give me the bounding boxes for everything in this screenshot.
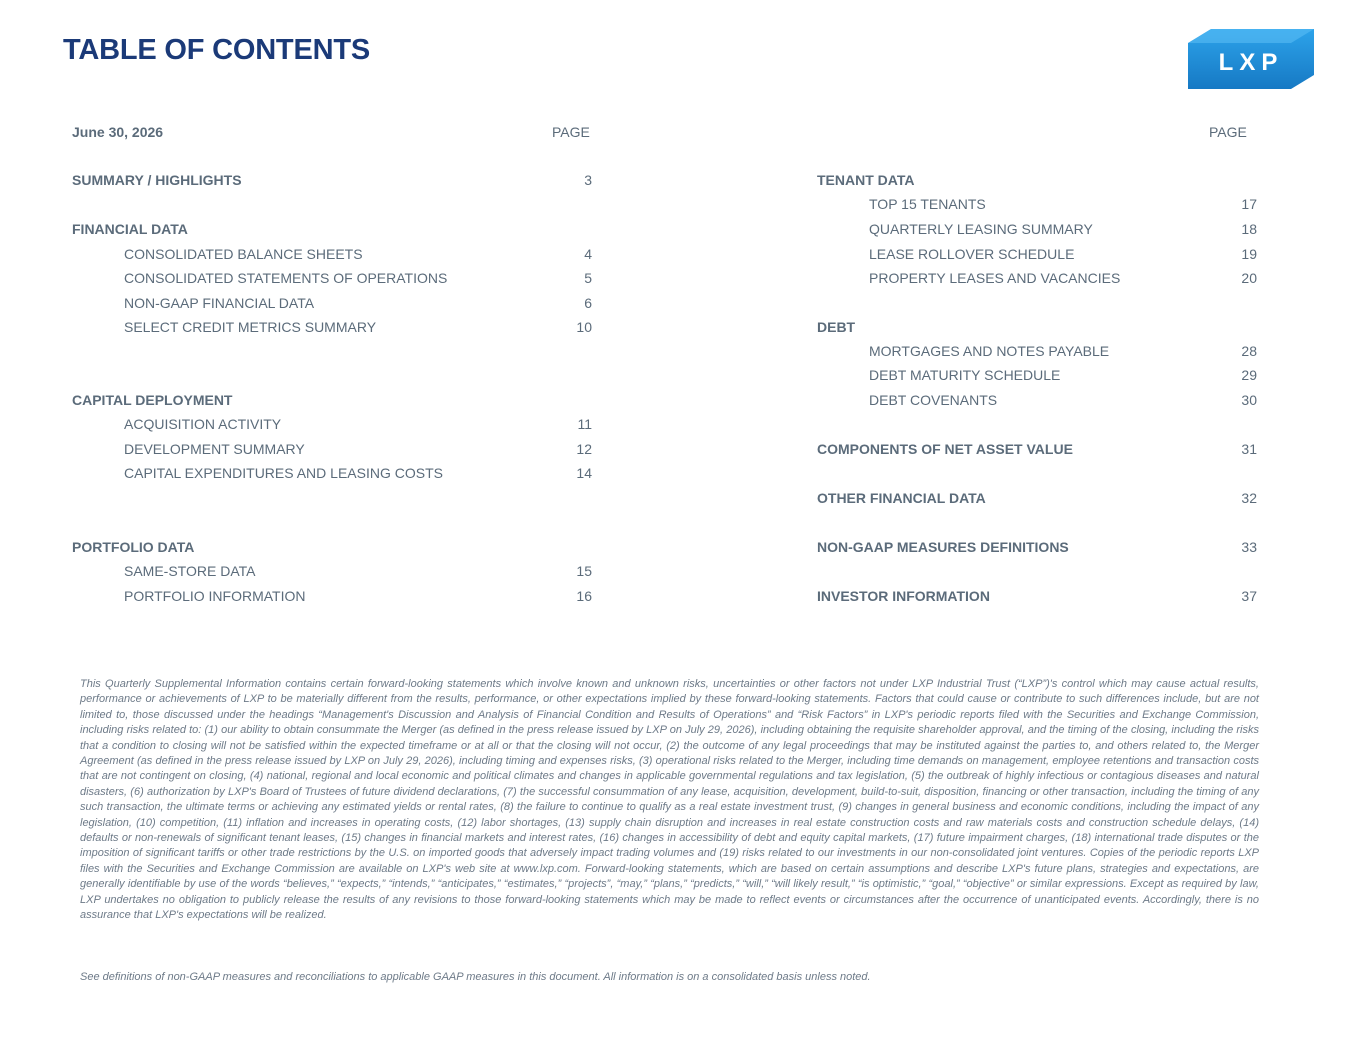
toc-page-number: 6	[584, 295, 592, 311]
toc-item[interactable]: MORTGAGES AND NOTES PAYABLE	[869, 343, 1110, 359]
toc-section-tenant[interactable]: TENANT DATA	[817, 172, 915, 188]
toc-item[interactable]: LEASE ROLLOVER SCHEDULE	[869, 246, 1075, 262]
toc-item[interactable]: ACQUISITION ACTIVITY	[124, 416, 282, 432]
toc-page-number: 12	[576, 441, 592, 457]
toc-item[interactable]: SELECT CREDIT METRICS SUMMARY	[124, 319, 377, 335]
toc-page-number: 19	[1241, 246, 1257, 262]
toc-item[interactable]: PORTFOLIO INFORMATION	[124, 588, 306, 604]
lxp-logo-icon	[1188, 29, 1314, 89]
toc-section-other-financial[interactable]: OTHER FINANCIAL DATA	[817, 490, 986, 506]
toc-page-number: 18	[1241, 221, 1257, 237]
toc-page-number: 33	[1241, 539, 1257, 555]
toc-section-nav[interactable]: COMPONENTS OF NET ASSET VALUE	[817, 441, 1073, 457]
toc-section-debt[interactable]: DEBT	[817, 319, 856, 335]
toc-item[interactable]: CONSOLIDATED BALANCE SHEETS	[124, 246, 363, 262]
toc-page-number: 3	[584, 172, 592, 188]
toc-page-number: 30	[1241, 392, 1257, 408]
toc-page-number: 28	[1241, 343, 1257, 359]
toc-item[interactable]: NON-GAAP FINANCIAL DATA	[124, 295, 315, 311]
page-title: TABLE OF CONTENTS	[63, 34, 370, 66]
logo-text: LXP	[1218, 49, 1284, 76]
toc-item[interactable]: SAME-STORE DATA	[124, 563, 256, 579]
toc-section-financial[interactable]: FINANCIAL DATA	[72, 221, 188, 237]
report-date: June 30, 2026	[72, 124, 164, 140]
toc-section-capital[interactable]: CAPITAL DEPLOYMENT	[72, 392, 233, 408]
toc-item[interactable]: CONSOLIDATED STATEMENTS OF OPERATIONS	[124, 270, 448, 286]
toc-page-number: 37	[1241, 588, 1257, 604]
toc-page-number: 15	[576, 563, 592, 579]
page-column-label-right: PAGE	[1209, 124, 1247, 140]
toc-item[interactable]: PROPERTY LEASES AND VACANCIES	[869, 270, 1121, 286]
toc-page-number: 20	[1241, 270, 1257, 286]
toc-page-number: 17	[1241, 196, 1257, 212]
forward-looking-disclaimer: This Quarterly Supplemental Information contains certain forward-looking statements which involve known and unknown risks, uncertainties or other factors not under LXP Industrial Trust (“LXP”)'s control which may cause actual results, performance or achievements of LXP to be materially different from the results, performance, or other expectations implied by these forward-looking statements. Factors that could cause or contribute to such differences include, but are not limited to, those discussed under the headings “Management's Discussion and Analysis of Financial Condition and Results of Operations” and “Risk Factors” in LXP's periodic reports filed with the Securities and Exchange Commission, including risks related to: (1) our ability to obtain consummate the Merger (as defined in the press release issued by LXP on July 29, 2026), including obtaining the requisite shareholder approval, and the timing of the closing, including the risks that a condition to closing will not be satisfied within the expected timeframe or at all or that the closing will not occur, (2) the outcome of any legal proceedings that may be instituted against the parties to, and others related to, the Merger Agreement (as defined in the press release issued by LXP on July 29, 2026), including timing and expenses risks, (3) operational risks related to the Merger, including time demands on management, employee retentions and transaction costs that are not contingent on closing, (4) national, regional and local economic and political climates and changes in applicable governmental regulations and tax legislation, (5) the outbreak of highly infectious or contagious diseases and natural disasters, (6) authorization by LXP's Board of Trustees of future dividend declarations, (7) the successful consummation of any lease, acquisition, development, build-to-suit, disposition, financing or other transaction, including the timing of any such transaction, the ultimate terms or achieving any estimated yields or rental rates, (8) the failure to continue to qualify as a real estate investment trust, (9) changes in general business and economic conditions, including the impact of any legislation, (10) competition, (11) inflation and increases in operating costs, (12) labor shortages, (13) supply chain disruption and increases in real estate construction costs and raw materials costs and construction schedule delays, (14) defaults or non-renewals of significant tenant leases, (15) changes in financial markets and interest rates, (16) changes in accessibility of debt and equity capital markets, (17) future impairment charges, (18) international trade disputes or the imposition of significant tariffs or other trade restrictions by the U.S. on imported goods that adversely impact trading volumes and (19) risks related to our investments in our non-consolidated joint ventures. Copies of the periodic reports LXP files with the Securities and Exchange Commission are available on LXP's web site at www.lxp.com. Forward-looking statements, which are based on certain assumptions and describe LXP's future plans, strategies and expectations, are generally identifiable by use of the words “believes,” “expects,” “intends,” “anticipates,” “estimates,” “projects”, “may,” “plans,” “predicts,” “will,” “will likely result,” “is optimistic,” “goal,” “objective” or similar expressions. Except as required by law, LXP undertakes no obligation to publicly release the results of any revisions to those forward-looking statements which may be made to reflect events or circumstances after the occurrence of unanticipated events. Accordingly, there is no assurance that LXP's expectations will be realized.	[80, 678, 1259, 922]
non-gaap-footnote: See definitions of non-GAAP measures and reconciliations to applicable GAAP measures in this document. All information is on a consolidated basis unless noted.	[80, 971, 871, 983]
toc-item[interactable]: DEVELOPMENT SUMMARY	[124, 441, 305, 457]
toc-page-number: 14	[576, 465, 592, 481]
toc-page-number: 5	[584, 270, 592, 286]
toc-page-number: 16	[576, 588, 592, 604]
toc-item[interactable]: TOP 15 TENANTS	[869, 196, 986, 212]
page-column-label-left: PAGE	[552, 124, 590, 140]
toc-item[interactable]: DEBT COVENANTS	[869, 392, 998, 408]
toc-section-portfolio[interactable]: PORTFOLIO DATA	[72, 539, 195, 555]
toc-section-investor[interactable]: INVESTOR INFORMATION	[817, 588, 990, 604]
lxp-logo	[1188, 29, 1314, 89]
toc-section-summary[interactable]: SUMMARY / HIGHLIGHTS	[72, 172, 242, 188]
toc-section-non-gaap[interactable]: NON-GAAP MEASURES DEFINITIONS	[817, 539, 1069, 555]
toc-page-number: 29	[1241, 367, 1257, 383]
toc-page-number: 11	[577, 416, 592, 432]
toc-page-number: 4	[584, 246, 592, 262]
toc-item[interactable]: CAPITAL EXPENDITURES AND LEASING COSTS	[124, 465, 443, 481]
toc-item[interactable]: QUARTERLY LEASING SUMMARY	[869, 221, 1093, 237]
toc-page-number: 31	[1241, 441, 1257, 457]
toc-page-number: 10	[576, 319, 592, 335]
toc-item[interactable]: DEBT MATURITY SCHEDULE	[869, 367, 1061, 383]
toc-page-number: 32	[1241, 490, 1257, 506]
